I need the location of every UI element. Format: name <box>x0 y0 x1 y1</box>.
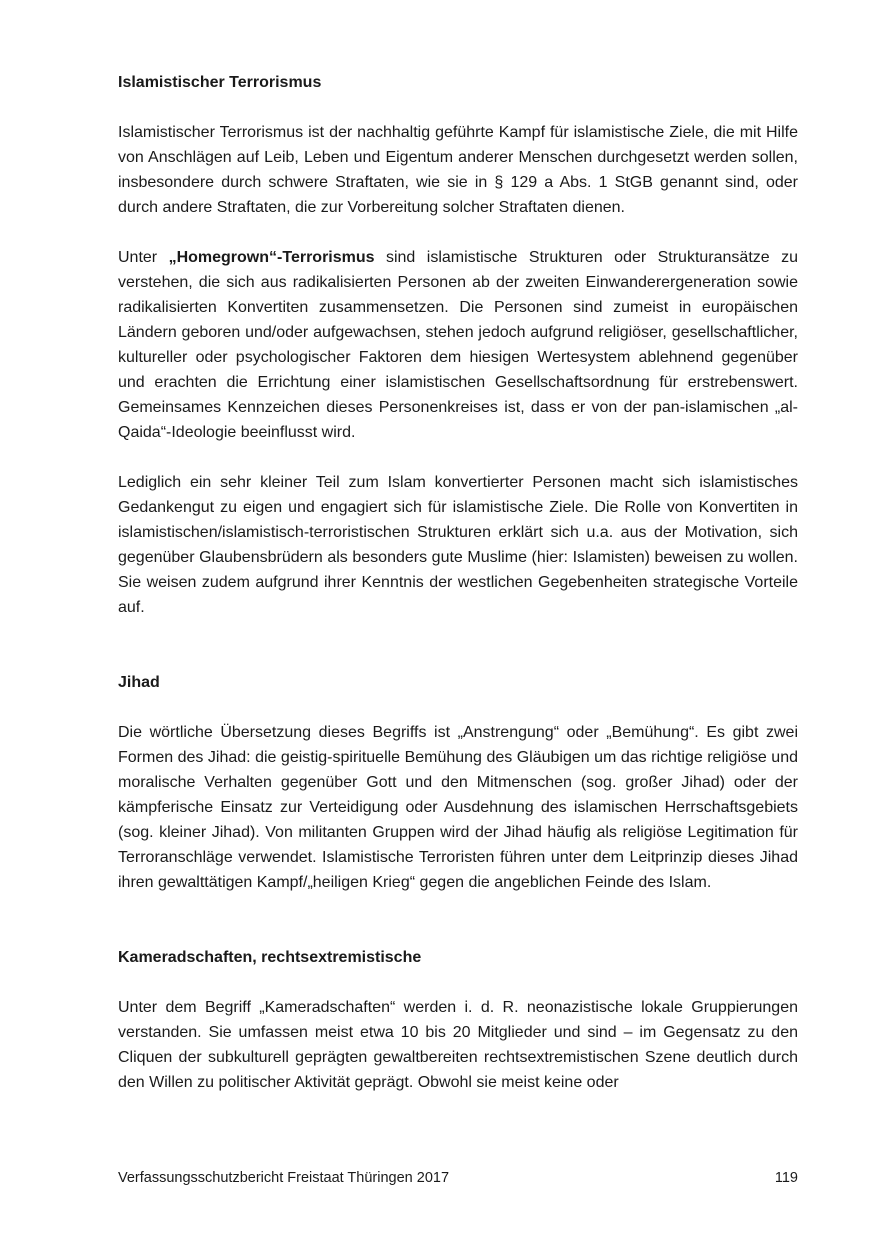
paragraph-homegrown <box>118 245 798 445</box>
paragraph-jihad: Die wörtliche Übersetzung dieses Begriffs ist „Anstrengung“ oder „Bemühung“. Es gibt zwei Formen des Jihad: die geistig-spirituelle Bemühung des Gläubigen um das richtige religiöse und moralische Verhalten gegenüber Gott und den Mitmenschen (sog. großer Jihad) oder der kämpferische Einsatz zur Verteidigung oder Ausdehnung des islamischen Herrschaftsgebiets (sog. kleiner Jihad). Von militanten Gruppen wird der Jihad häufig als religiöse Legitimation für Terroranschläge verwendet. Islamistische Terroristen führen unter dem Leitprinzip dieses Jihad ihren gewalttätigen Kampf/„heiligen Krieg“ gegen die angeblichen Feinde des Islam. <box>118 724 798 891</box>
paragraph-definition: Islamistischer Terrorismus ist der nachhaltig geführte Kampf für islamistische Ziele, die mit Hilfe von Anschlägen auf Leib, Leben und Eigentum anderer Menschen durchgesetzt werden sollen, insbesondere durch schwere Straftaten, wie sie in § 129 a Abs. 1 StGB genannt sind, oder durch andere Straftaten, die zur Vorbereitung solcher Straftaten dienen. <box>118 124 798 216</box>
section-heading-kameradschaften: Kameradschaften, rechtsextremistische <box>118 949 422 966</box>
paragraph-kameradschaften: Unter dem Begriff „Kameradschaften“ werden i. d. R. neonazistische lokale Gruppierungen verstanden. Sie umfassen meist etwa 10 bis 20 Mitglieder und sind – im Gegensatz zu den Cliquen der subkulturell geprägten gewaltbereiten rechtsextremistischen Szene deutlich durch den Willen zu politischer Aktivität geprägt. Obwohl sie meist keine oder <box>118 999 798 1091</box>
paragraph-konvertiten: Lediglich ein sehr kleiner Teil zum Islam konvertierter Personen macht sich islamistisches Gedankengut zu eigen und engagiert sich für islamistische Ziele. Die Rolle von Konvertiten in islamistischen/islamistisch-terroristischen Strukturen erklärt sich u.a. aus der Motivation, sich gegenüber Glaubensbrüdern als besonders gute Muslime (hier: Islamisten) beweisen zu wollen. Sie weisen zudem aufgrund ihrer Kenntnis der westlichen Gegebenheiten strategische Vorteile auf. <box>118 474 798 616</box>
term-homegrown-terrorismus: „Homegrown“-Terrorismus <box>168 249 375 266</box>
section-heading-islamistischer-terrorismus: Islamistischer Terrorismus <box>118 74 322 91</box>
footer-title: Verfassungsschutzbericht Freistaat Thüringen 2017 <box>118 1170 450 1186</box>
section-heading-jihad: Jihad <box>118 674 160 691</box>
page-content <box>118 70 798 1095</box>
paragraph-rest-text: sind islamistische Strukturen oder Strukturansätze zu verstehen, die sich aus radikalisierten Personen ab der zweiten Einwanderergeneration sowie radikalisierten Konvertiten zusammensetzen. Die Personen sind zumeist in europäischen Ländern geboren und/oder aufgewachsen, stehen jedoch aufgrund religiöser, gesellschaftlicher, kultureller oder psychologischer Faktoren dem hiesigen Wertesystem ablehnend gegenüber und erachten die Errichtung einer islamistischen Gesellschaftsordnung für erstrebenswert. Gemeinsames Kennzeichen dieses Personenkreises ist, dass er von der pan-islamischen „al-Qaida“-Ideologie beeinflusst wird. <box>118 249 799 441</box>
paragraph-lead-text: Unter <box>118 249 169 266</box>
page-footer <box>118 1170 798 1186</box>
page-number: 119 <box>774 1170 798 1186</box>
